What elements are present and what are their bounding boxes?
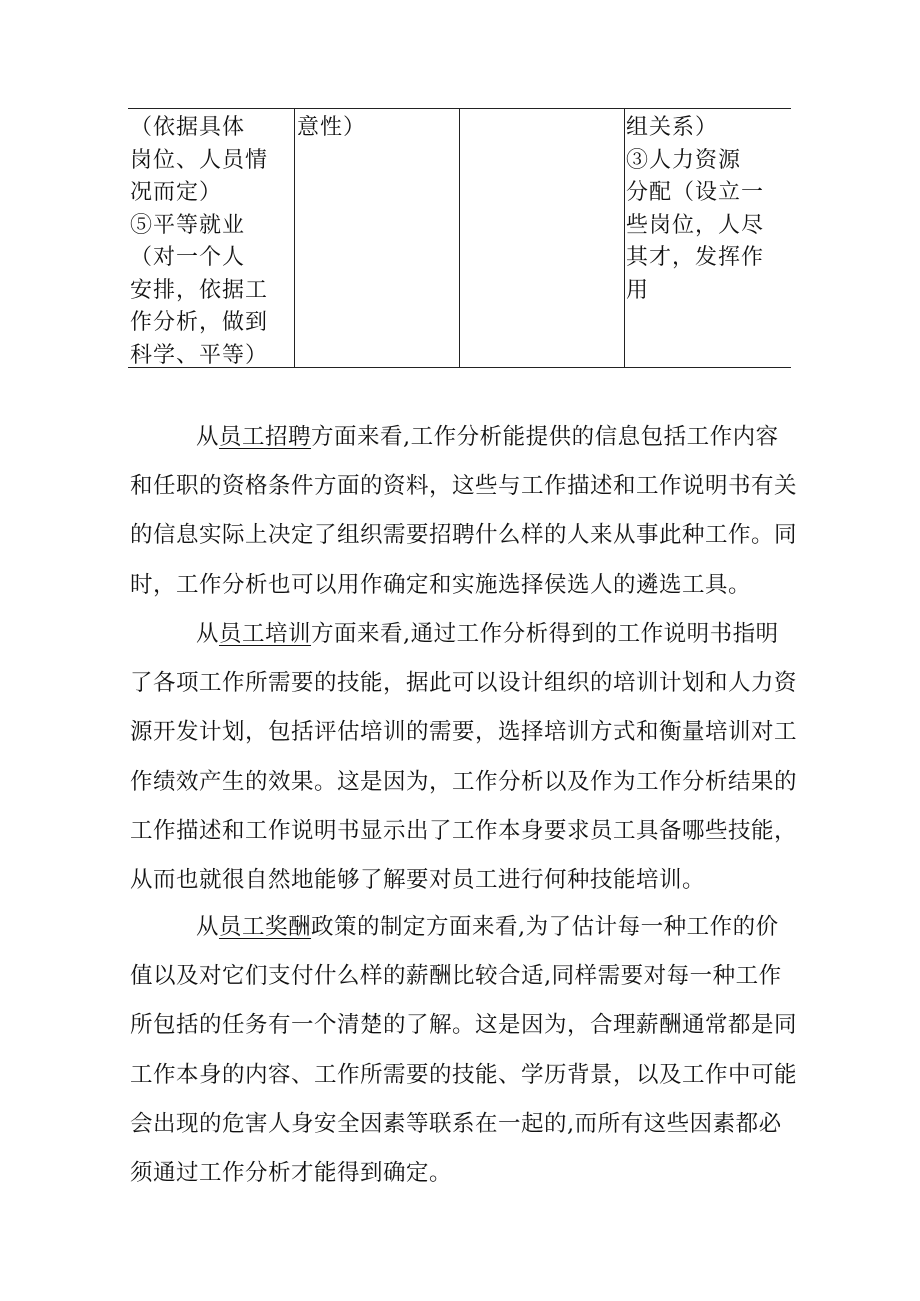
paragraph-compensation	[130, 903, 798, 1198]
underlined-term: 员工培训	[219, 621, 312, 647]
underlined-term: 员工奖酬	[219, 914, 312, 940]
paragraph-line: 值以及对它们支付什么样的薪酬比较合适,同样需要对每一种工作	[130, 963, 782, 990]
table-cell-line: 安排，依据工	[130, 277, 269, 303]
lead-text: 从	[196, 914, 220, 940]
table-cell-line: （依据具体	[130, 115, 246, 140]
lead-text: 从	[196, 424, 220, 450]
paragraph-line: 从而也就很自然地能够了解要对员工进行何种技能培训。	[130, 867, 706, 894]
table-cell-line: 其才，发挥作	[626, 245, 765, 270]
lead-text: 从	[196, 621, 220, 647]
paragraph-line: 所包括的任务有一个清楚的了解。这是因为，合理薪酬通常都是同	[130, 1012, 798, 1039]
table-cell-line: 组关系）	[626, 115, 719, 140]
table-cell-line: 况而定）	[130, 180, 223, 205]
paragraph-line: 工作本身的内容、工作所需要的技能、学历背景，以及工作中可能	[130, 1061, 798, 1088]
paragraph-line: 和任职的资格条件方面的资料，这些与工作描述和工作说明书有关	[130, 473, 798, 500]
table-column-1	[128, 109, 295, 367]
paragraph-line: 须通过工作分析才能得到确定。	[130, 1160, 453, 1187]
paragraph-line: 时，工作分析也可以用作确定和实施选择侯选人的遴选工具。	[130, 571, 752, 598]
underlined-term: 员工招聘	[219, 424, 312, 450]
table-cell-line: ⑤平等就业	[130, 212, 246, 238]
paragraph-line: 会出现的危害人身安全因素等联系在一起的,而所有这些因素都必	[130, 1110, 782, 1137]
paragraph-recruitment	[130, 413, 798, 610]
table-cell-line: 作分析，做到	[130, 310, 269, 335]
paragraph-line: 的信息实际上决定了组织需要招聘什么样的人来从事此种工作。同	[130, 522, 798, 549]
table-cell-line: 用	[626, 277, 650, 303]
table-column-4	[625, 109, 791, 367]
paragraph-first-line	[130, 903, 794, 952]
line-rest: 政策的制定方面来看,为了估计每一种工作的价	[311, 914, 779, 940]
line-rest: 方面来看,工作分析能提供的信息包括工作内容	[311, 424, 779, 450]
table-column-3	[460, 109, 625, 367]
paragraph-line: 作绩效产生的效果。这是因为，工作分析以及作为工作分析结果的	[130, 768, 798, 795]
paragraph-first-line	[130, 610, 794, 659]
table-cell-line: （对一个人	[130, 245, 246, 270]
table-cell-line: 意性）	[297, 115, 367, 140]
paragraph-line: 工作描述和工作说明书显示出了工作本身要求员工具备哪些技能，	[130, 817, 798, 844]
table-cell-line: 分配（设立一	[626, 180, 765, 205]
table-column-2	[295, 109, 460, 367]
table-cell-line: 科学、平等）	[130, 342, 269, 368]
paragraph-line: 了各项工作所需要的技能，据此可以设计组织的培训计划和人力资	[130, 670, 798, 697]
continued-table	[128, 108, 791, 368]
line-rest: 方面来看,通过工作分析得到的工作说明书指明	[311, 621, 779, 647]
table-cell-line: 些岗位，人尽	[626, 212, 765, 238]
table-cell-line: 岗位、人员情	[130, 147, 269, 173]
paragraph-training	[130, 610, 798, 905]
paragraph-line: 源开发计划，包括评估培训的需要，选择培训方式和衡量培训对工	[130, 719, 798, 746]
table-cell-line: ③人力资源	[626, 147, 742, 173]
paragraph-first-line	[130, 413, 794, 462]
